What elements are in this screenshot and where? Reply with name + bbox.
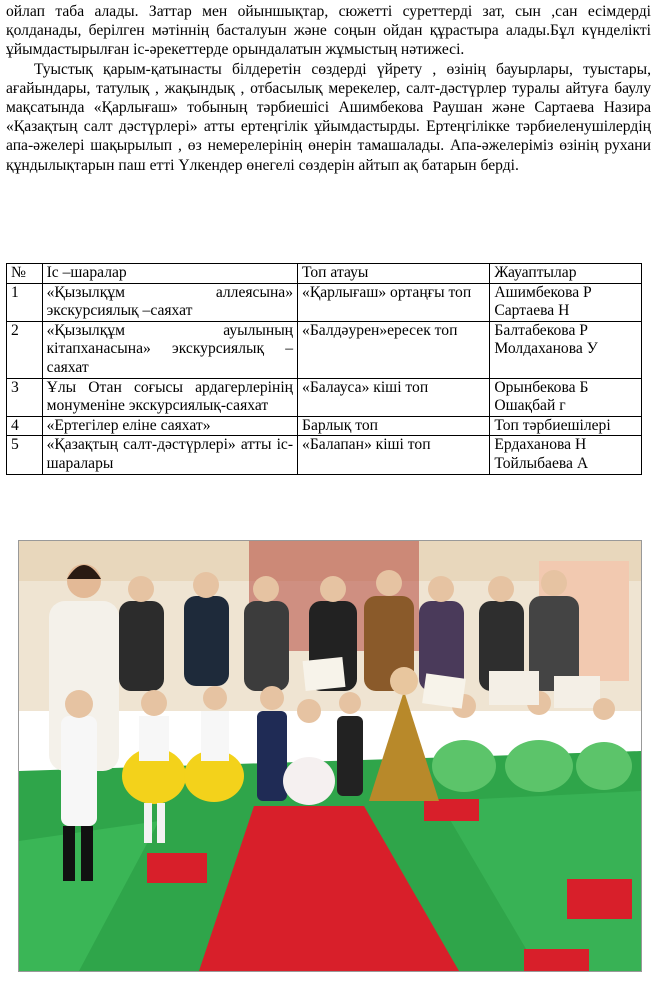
cell-group: Барлық топ xyxy=(298,416,490,436)
cell-group: «Балдәурен»ересек топ xyxy=(298,321,490,378)
paragraph-1: ойлап таба алады. Заттар мен ойыншықтар, сюжетті суреттерді зат, сын ,сан есімдерді қолданады, берілген мәтіннің басталуын және соңын ойдан құрастыра алады.Бұл күнделікті ұйымдастырылған іс-әрекеттерде орындалатын жұмыстың нәтижесі. xyxy=(6,3,651,59)
table-row xyxy=(7,283,642,321)
cell-event: Ұлы Отан соғысы ардагерлерінің монуменіне экскурсиялық-саяхат xyxy=(42,378,297,416)
events-table xyxy=(6,263,642,475)
table-header-row xyxy=(7,264,642,284)
header-responsible: Жауаптылар xyxy=(490,264,642,284)
table-row xyxy=(7,416,642,436)
cell-responsible: Ашимбекова Р Сартаева Н xyxy=(490,283,642,321)
header-num: № xyxy=(7,264,43,284)
cell-num: 1 xyxy=(7,283,43,321)
cell-responsible: Орынбекова Б Ошақбай г xyxy=(490,378,642,416)
cell-event: «Ертегілер еліне саяхат» xyxy=(42,416,297,436)
event-photo-illustration xyxy=(19,541,641,971)
header-group: Топ атауы xyxy=(298,264,490,284)
table-row xyxy=(7,436,642,474)
cell-responsible: Топ тәрбиешілері xyxy=(490,416,642,436)
table-row xyxy=(7,378,642,416)
cell-num: 3 xyxy=(7,378,43,416)
cell-num: 4 xyxy=(7,416,43,436)
event-photo xyxy=(18,540,642,972)
cell-group: «Балауса» кіші топ xyxy=(298,378,490,416)
cell-event: «Қызылқұм аллеясына» экскурсиялық –саяхат xyxy=(42,283,297,321)
header-event: Іс –шаралар xyxy=(42,264,297,284)
cell-num: 2 xyxy=(7,321,43,378)
cell-group: «Балапан» кіші топ xyxy=(298,436,490,474)
cell-event: «Қызылқұм ауылының кітапханасына» экскурсиялық –саяхат xyxy=(42,321,297,378)
table-row xyxy=(7,321,642,378)
cell-responsible: Ердаханова Н Тойлыбаева А xyxy=(490,436,642,474)
cell-event: «Қазақтың салт-дәстүрлері» атты іс-шаралары xyxy=(42,436,297,474)
cell-num: 5 xyxy=(7,436,43,474)
paragraph-2: Туыстық қарым-қатынасты білдеретін сөздерді үйрету , өзінің бауырлары, туыстары, ағайындары, татулық , жақындық , отбасылық мерекелер, салт-дәстүрлер туралы айтуға баулу мақсатында «Қарлығаш» тобының тәрбиешісі Ашимбекова Раушан және Сартаева Назира «Қазақтың салт дәстүрлері» атты ертеңгілік ұйымдастырды. Ертеңгілікке тәрбиеленушілердің апа-әжелері шақырылып , өз немерелерінің өнерін тамашалады. Апа-әжелеріміз өзінің рухани құндылықтарын паш етті Үлкендер өнегелі сөздерін айтып ақ батарын берді. xyxy=(6,60,651,174)
cell-responsible: Балтабекова Р Молдаханова У xyxy=(490,321,642,378)
article-text xyxy=(6,2,651,175)
cell-group: «Қарлығаш» ортаңғы топ xyxy=(298,283,490,321)
